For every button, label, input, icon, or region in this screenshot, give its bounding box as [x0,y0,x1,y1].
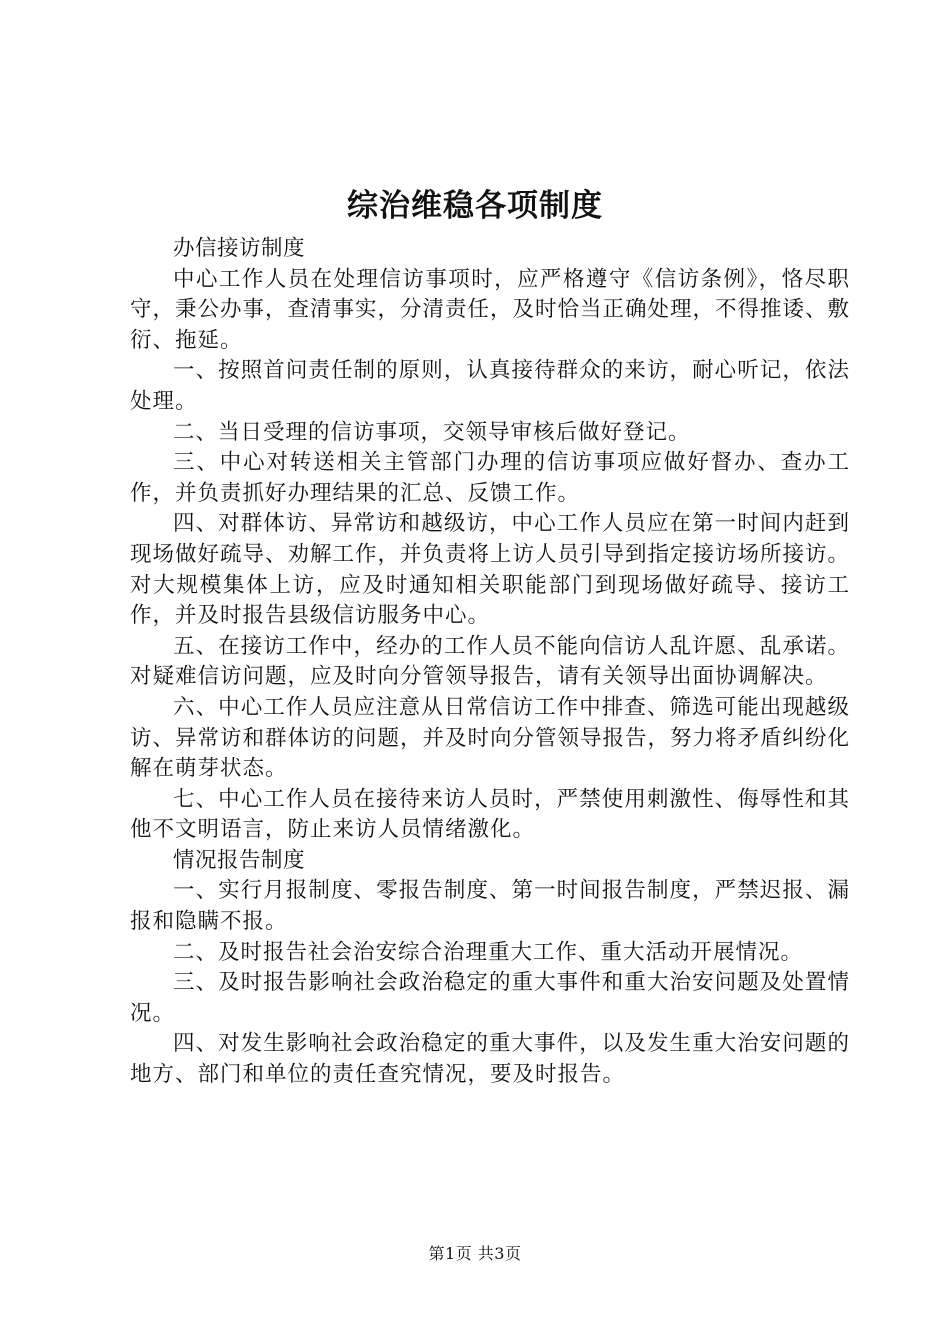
paragraph: 六、中心工作人员应注意从日常信访工作中排查、筛选可能出现越级访、异常访和群体访的问题，并及时向分管领导报告，努力将矛盾纠纷化解在萌芽状态。 [130,694,851,782]
document-title: 综治维稳各项制度 [347,188,603,224]
paragraph: 五、在接访工作中，经办的工作人员不能向信访人乱许愿、乱承诺。对疑难信访问题，应及时向分管领导报告，请有关领导出面协调解决。 [130,633,850,690]
paragraph: 三、及时报告影响社会政治稳定的重大事件和重大治安问题及处置情况。 [130,970,850,1026]
paragraph: 中心工作人员在处理信访事项时，应严格遵守《信访条例》，恪尽职守，秉公办事，查清事实，分清责任，及时恰当正确处理，不得推诿、敷衍、拖延。 [130,266,851,353]
paragraph: 四、对群体访、异常访和越级访，中心工作人员应在第一时间内赶到现场做好疏导、劝解工作，并负责将上访人员引导到指定接访场所接访。对大规模集体上访，应及时通知相关职能部门到现场做好疏导、接访工作，并及时报告县级信访服务中心。 [130,511,851,629]
paragraph: 七、中心工作人员在接待来访人员时，严禁使用刺激性、侮辱性和其他不文明语言，防止来访人员情绪激化。 [130,786,850,843]
paragraph: 二、及时报告社会治安综合治理重大工作、重大活动开展情况。 [173,939,804,965]
document-body [130,234,850,1091]
paragraph: 二、当日受理的信访事项，交领导审核后做好登记。 [173,419,691,445]
paragraph: 一、实行月报制度、零报告制度、第一时间报告制度，严禁迟报、漏报和隐瞒不报。 [130,878,850,935]
paragraph: 四、对发生影响社会政治稳定的重大事件，以及发生重大治安问题的地方、部门和单位的责任查究情况，要及时报告。 [130,1031,850,1088]
section-heading: 办信接访制度 [173,236,306,261]
page-footer: 第1页 共3页 [428,1244,522,1263]
paragraph: 一、按照首问责任制的原则，认真接待群众的来访，耐心听记，依法处理。 [130,358,850,414]
paragraph: 三、中心对转送相关主管部门办理的信访事项应做好督办、查办工作，并负责抓好办理结果的汇总、反馈工作。 [130,450,850,506]
section-heading: 情况报告制度 [173,847,306,873]
